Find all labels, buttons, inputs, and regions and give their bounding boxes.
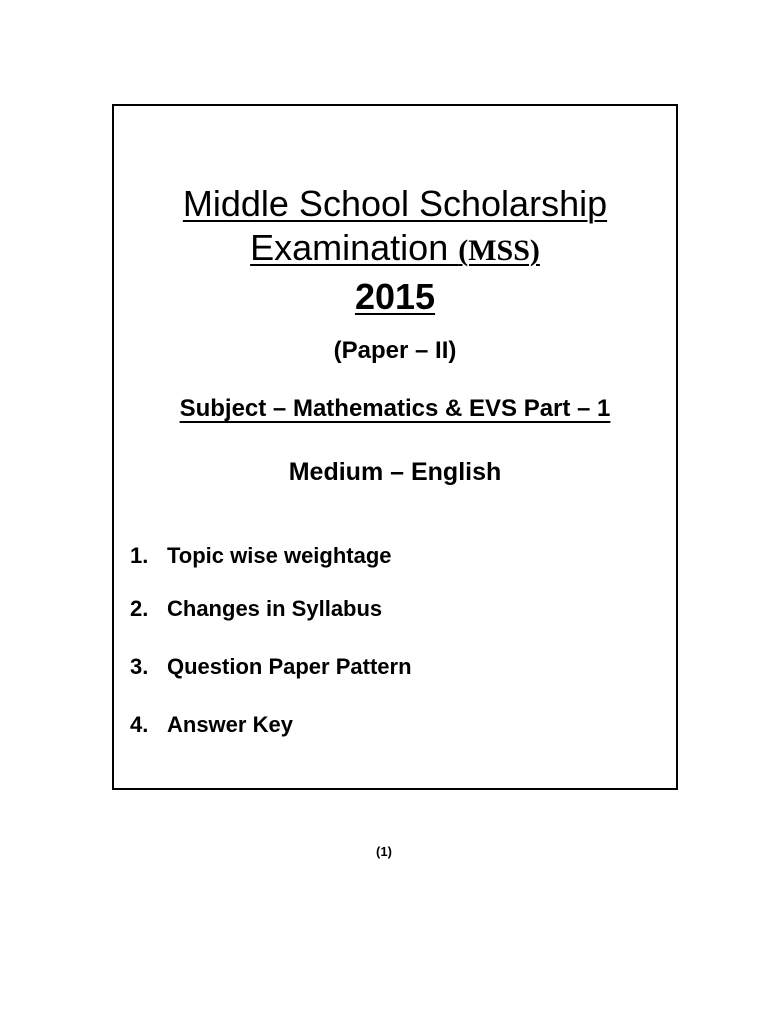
list-item-number: 1. [130, 543, 149, 568]
page-number: (1) [376, 844, 392, 859]
title-examination: Examination [250, 227, 459, 268]
list-item [130, 711, 293, 739]
list-item [130, 653, 412, 681]
exam-year: 2015 [354, 276, 436, 317]
subject-text: Subject – Mathematics & EVS Part – 1 [179, 395, 611, 422]
list-item-number: 3. [130, 654, 149, 679]
medium-label: Medium – English [288, 458, 502, 486]
title-line-2 [250, 226, 540, 273]
title-block [114, 182, 676, 319]
list-item-number: 4. [130, 712, 149, 737]
list-item-label: Changes in Syllabus [167, 596, 383, 621]
list-item-number: 2. [130, 596, 149, 621]
subject-heading [114, 394, 676, 424]
cover-frame [112, 104, 678, 790]
list-item [130, 542, 392, 570]
list-item [130, 595, 382, 623]
title-abbreviation: (MSS) [458, 234, 540, 267]
title-line-1: Middle School Scholarship [182, 183, 608, 224]
list-item-label: Question Paper Pattern [167, 654, 412, 679]
list-item-label: Topic wise weightage [167, 543, 392, 568]
list-item-label: Answer Key [167, 712, 293, 737]
paper-label: (Paper – II) [333, 337, 457, 364]
